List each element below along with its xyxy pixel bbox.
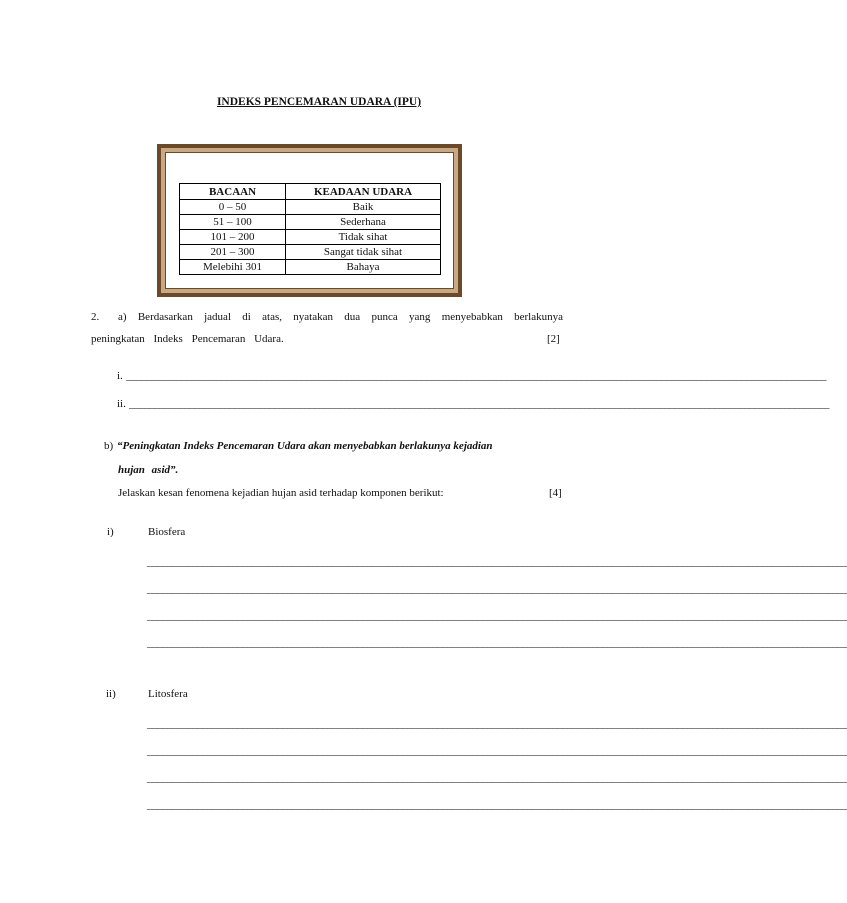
biosfera-answer-line[interactable]: ____________________________________________________________________________________________________________________________________________ (147, 556, 847, 568)
litosfera-answer-line[interactable]: ____________________________________________________________________________________________________________________________________________ (147, 772, 847, 784)
part-i-name: Biosfera (148, 526, 186, 538)
table-header-row (180, 184, 441, 200)
answer-line-ii[interactable]: ____________________________________________________________________________________________________________________________________________ (129, 398, 829, 410)
answer-label-i: i. (117, 370, 123, 382)
question-2b-quote-line2: hujan asid”. (118, 464, 179, 476)
question-2b-label: b) (104, 440, 114, 452)
biosfera-answer-line[interactable]: ____________________________________________________________________________________________________________________________________________ (147, 610, 847, 622)
table-cell: 101 – 200 (180, 230, 286, 245)
table-row (180, 215, 441, 230)
table-row (180, 260, 441, 275)
answer-line-i[interactable]: ____________________________________________________________________________________________________________________________________________ (126, 370, 826, 382)
header-keadaan-udara: KEADAAN UDARA (286, 184, 441, 200)
table-row (180, 245, 441, 260)
table-cell: 201 – 300 (180, 245, 286, 260)
question-2b-marks: [4] (549, 487, 562, 499)
part-i-label: i) (107, 526, 114, 538)
litosfera-answer-line[interactable]: ____________________________________________________________________________________________________________________________________________ (147, 799, 847, 811)
biosfera-answer-line[interactable]: ____________________________________________________________________________________________________________________________________________ (147, 583, 847, 595)
litosfera-answer-line[interactable]: ____________________________________________________________________________________________________________________________________________ (147, 718, 847, 730)
question-2b-instruction: Jelaskan kesan fenomena kejadian hujan asid terhadap komponen berikut: (118, 487, 444, 499)
question-2a-line1: a) Berdasarkan jadual di atas, nyatakan dua punca yang menyebabkan berlakunya (118, 311, 563, 323)
part-ii-name: Litosfera (148, 688, 188, 700)
header-bacaan: BACAAN (180, 184, 286, 200)
answer-label-ii: ii. (117, 398, 126, 410)
ipu-table (179, 183, 441, 275)
litosfera-answer-line[interactable]: ____________________________________________________________________________________________________________________________________________ (147, 745, 847, 757)
question-2b-quote-line1: “Peningkatan Indeks Pencemaran Udara akan menyebabkan berlakunya kejadian (117, 440, 493, 452)
biosfera-answer-line[interactable]: ____________________________________________________________________________________________________________________________________________ (147, 637, 847, 649)
table-cell: Baik (286, 200, 441, 215)
table-cell: Melebihi 301 (180, 260, 286, 275)
page-title: INDEKS PENCEMARAN UDARA (IPU) (216, 96, 422, 108)
question-2a-line2: peningkatan Indeks Pencemaran Udara. (91, 333, 284, 345)
table-cell: Sangat tidak sihat (286, 245, 441, 260)
question-2a-marks: [2] (547, 333, 560, 345)
table-row (180, 230, 441, 245)
question-number: 2. (91, 311, 100, 323)
table-cell: 0 – 50 (180, 200, 286, 215)
part-ii-label: ii) (106, 688, 116, 700)
table-cell: Sederhana (286, 215, 441, 230)
table-cell: Tidak sihat (286, 230, 441, 245)
table-row (180, 200, 441, 215)
table-cell: 51 – 100 (180, 215, 286, 230)
table-cell: Bahaya (286, 260, 441, 275)
